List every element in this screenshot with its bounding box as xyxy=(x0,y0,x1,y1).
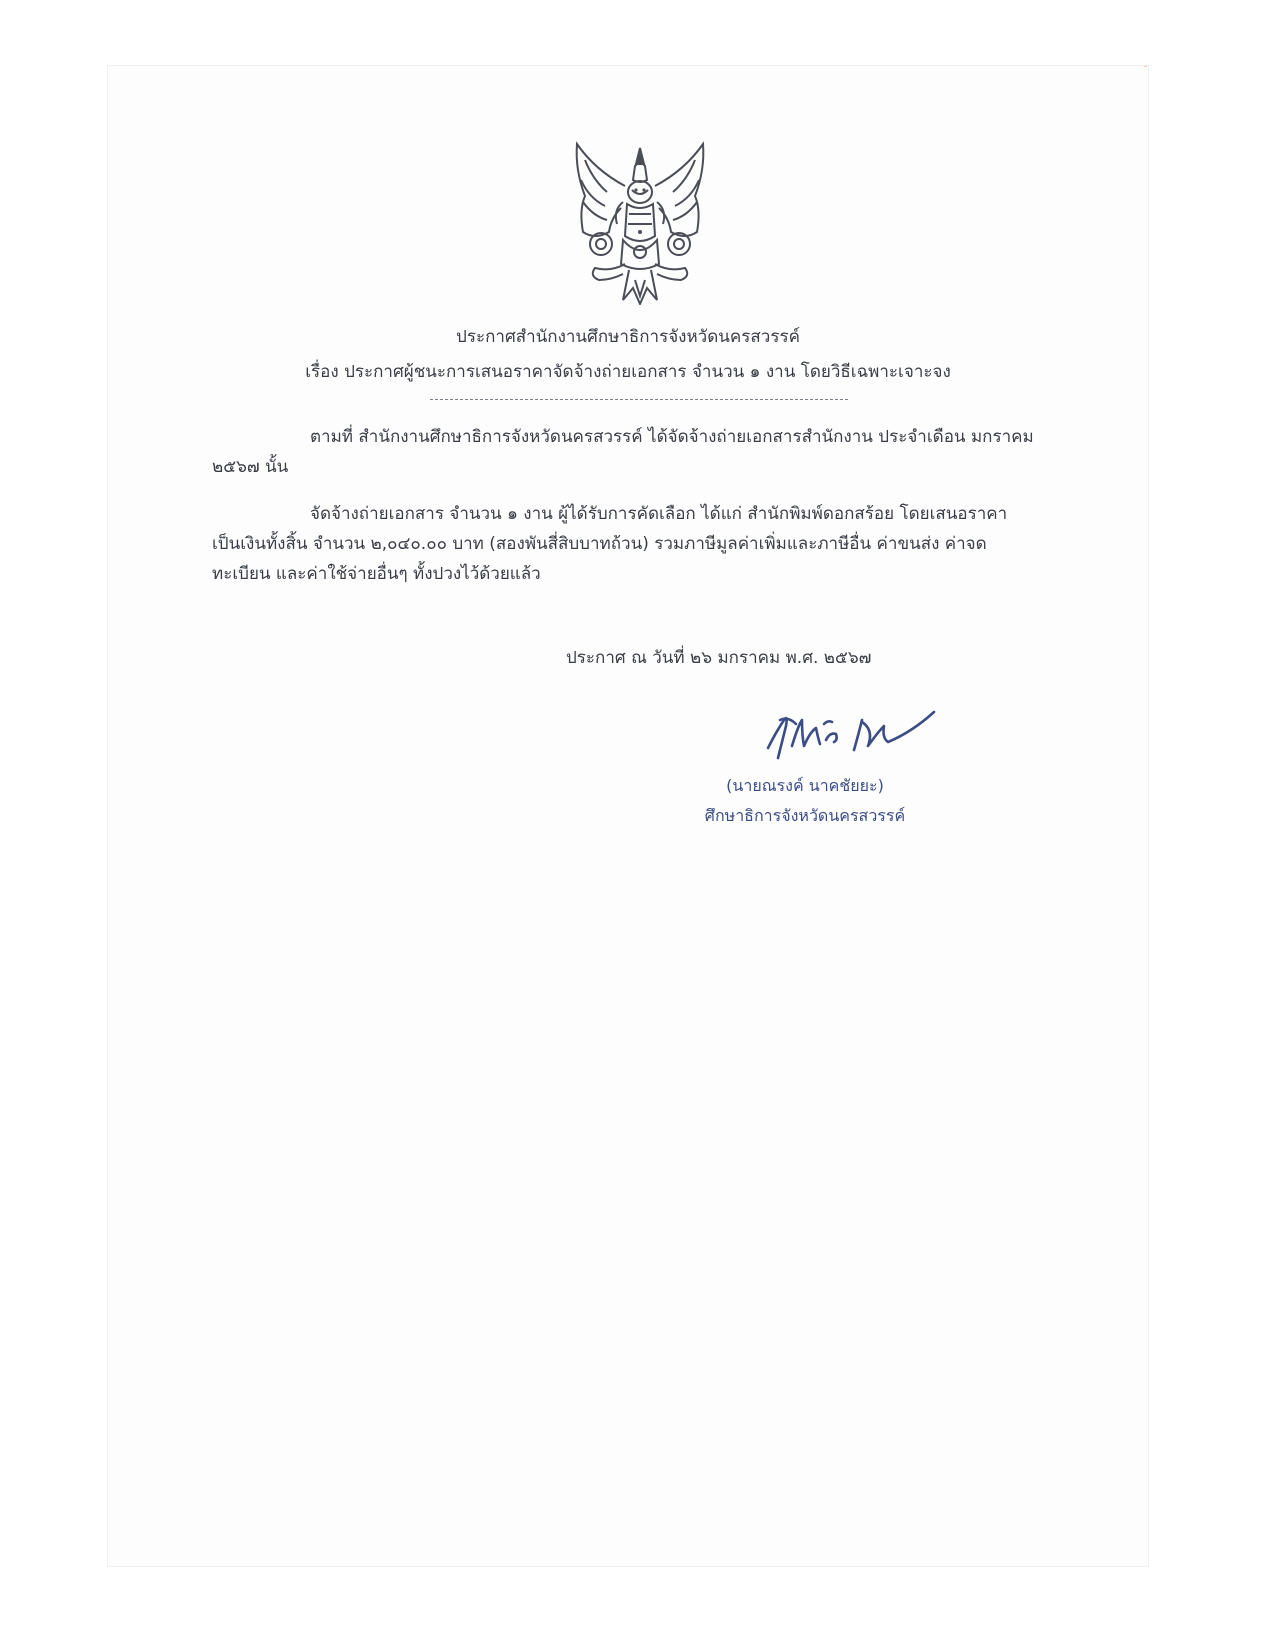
paragraph-2 xyxy=(212,499,1072,589)
signature-icon xyxy=(762,702,942,772)
paragraph-1-line-2: ๒๕๖๗ นั้น xyxy=(212,457,289,477)
announcement-subject: เรื่อง ประกาศผู้ชนะการเสนอราคาจัดจ้างถ่ายเอกสาร จำนวน ๑ งาน โดยวิธีเฉพาะเจาะจง xyxy=(305,362,951,382)
page-edge-mark xyxy=(1144,66,1147,67)
paragraph-1 xyxy=(212,422,1072,482)
paragraph-2-line-2: เป็นเงินทั้งสิ้น จำนวน ๒,๐๔๐.๐๐ บาท (สองพันสี่สิบบาทถ้วน) รวมภาษีมูลค่าเพิ่มและภาษีอื่น ค่าขนส่ง ค่าจด xyxy=(212,534,987,554)
paragraph-1-line-1: ตามที่ สำนักงานศึกษาธิการจังหวัดนครสวรรค์ ได้จัดจ้างถ่ายเอกสารสำนักงาน ประจำเดือน มกราคม xyxy=(310,427,1034,447)
announcement-title: ประกาศสำนักงานศึกษาธิการจังหวัดนครสวรรค์ xyxy=(456,327,800,347)
signer-name: (นายณรงค์ นาคชัยยะ) xyxy=(726,776,884,795)
garuda-emblem-icon xyxy=(565,140,715,305)
paragraph-2-line-3: ทะเบียน และค่าใช้จ่ายอื่นๆ ทั้งปวงไว้ด้วยแล้ว xyxy=(212,564,541,584)
announcement-date: ประกาศ ณ วันที่ ๒๖ มกราคม พ.ศ. ๒๕๖๗ xyxy=(566,648,872,668)
divider xyxy=(430,399,848,400)
paragraph-2-line-1: จัดจ้างถ่ายเอกสาร จำนวน ๑ งาน ผู้ได้รับการคัดเลือก ได้แก่ สำนักพิมพ์ดอกสร้อย โดยเสนอราคา xyxy=(310,504,1008,524)
signer-position: ศึกษาธิการจังหวัดนครสวรรค์ xyxy=(704,806,906,825)
